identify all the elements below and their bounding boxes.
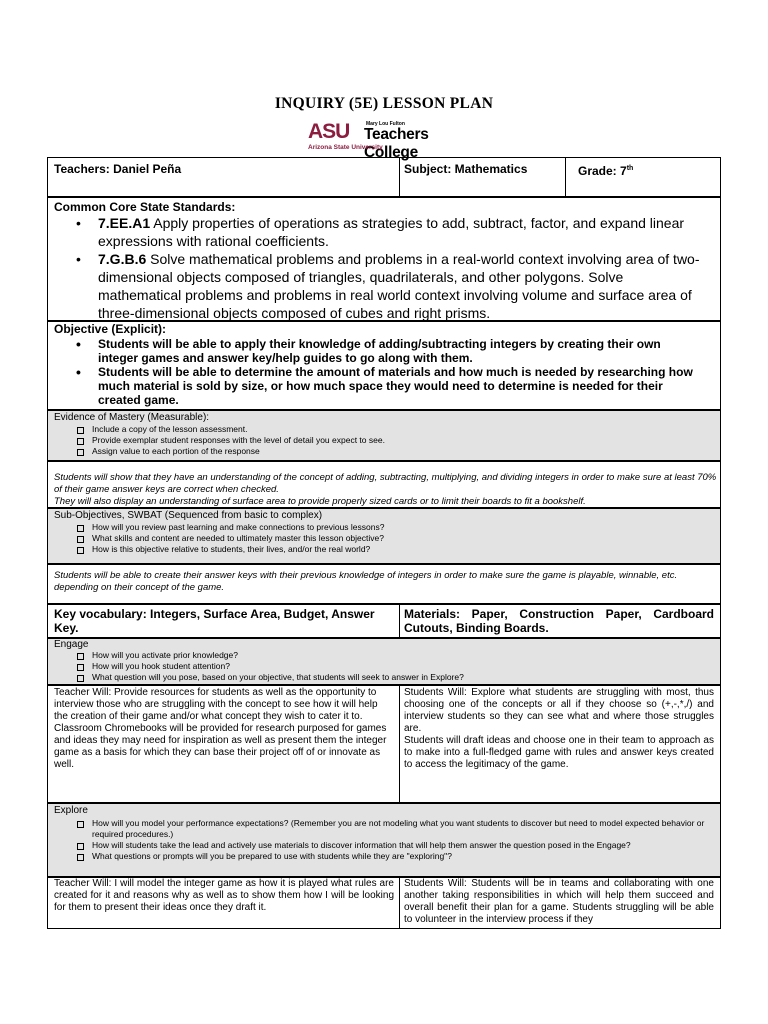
objective-heading: Objective (Explicit): [54, 322, 167, 336]
evidence-list [48, 424, 708, 457]
explore-item: How will students take the lead and actively use materials to discover information that will help them answer the question posed in the Engage? [48, 840, 708, 851]
explore-responses [47, 877, 721, 929]
engage-responses [47, 685, 721, 803]
evidence-response-text: Students will show that they have an understanding of the concept of adding, subtracting, multiplying, and dividing integers in order to make sure at least 70% of their game answer keys are correct when checked. They will also display an understanding of surface area to provide properly sized cards or to limit their boards to fit a bookshelf. [54, 472, 717, 507]
grade-cell: Grade: 7th [578, 164, 634, 178]
subobjective-item: How is this objective relative to students, their lives, and/or the real world? [48, 544, 708, 555]
subobjectives-response [47, 564, 721, 604]
logo-small-line: Mary Lou Fulton [366, 121, 405, 127]
explore-item: What questions or prompts will you be prepared to use with students while they are "exploring"? [48, 851, 708, 862]
objective-item: • Students will be able to apply their knowledge of adding/subtracting integers by creating their own integer games and answer key/help guides to go along with them. [48, 337, 698, 365]
engage-item: How will you hook student attention? [48, 661, 708, 672]
objective-list [48, 337, 698, 407]
logo-college-name: Teachers College [364, 126, 429, 161]
engage-item: How will you activate prior knowledge? [48, 650, 708, 661]
engage-section [47, 638, 721, 685]
objective-section [47, 321, 721, 410]
evidence-response [47, 461, 721, 508]
subobjectives-response-text: Students will be able to create their answer keys with their previous knowledge of integers in order to make sure the game is playable, winnable, etc. depending on their concept of the game. [54, 570, 678, 593]
standard-item: • 7.EE.A1 Apply properties of operations as strategies to add, subtract, factor, and expand linear expressions with rational coefficients. [48, 214, 710, 250]
engage-list [48, 650, 708, 683]
engage-students-will: Students Will: Explore what students are struggling with most, thus choosing one of the concepts or all if they choose so (+,-,*,/) and interview students so they can see what and where those struggles are. Students will draft ideas and choose one in their team to approach as to make into a full-fledged game with rules and answer keys created to access the legitimacy of the game. [404, 687, 714, 770]
standard-item: • 7.G.B.6 Solve mathematical problems and problems in a real-world context involving area of two-dimensional objects composed of triangles, quadrilaterals, and other polygons. Solve mathematical problems and problems in real world context involving volume and surface area of three-dimensional objects composed of cubes and right prisms. [48, 250, 710, 322]
subobjectives-heading: Sub-Objectives, SWBAT (Sequenced from basic to complex) [54, 510, 323, 521]
subject-cell: Subject: Mathematics [404, 162, 528, 176]
page-title: INQUIRY (5E) LESSON PLAN [274, 95, 494, 112]
evidence-heading: Evidence of Mastery (Measurable): [54, 412, 210, 423]
engage-item: What question will you pose, based on your objective, that students will seek to answer in Explore? [48, 672, 708, 683]
evidence-item: Provide exemplar student responses with the level of detail you expect to see. [48, 435, 708, 446]
explore-students-will: Students Will: Students will be in teams and collaborating with one another taking responsibilities in which will help them succeed and overall benefit their plan for a game. Students struggling will be able to volunteer in the interview process if they [404, 878, 714, 925]
standards-list [48, 214, 710, 322]
vocab-materials-row [47, 604, 721, 638]
subobjectives-list [48, 522, 708, 555]
asu-teachers-college-logo [308, 120, 468, 161]
evidence-item: Assign value to each portion of the response [48, 446, 708, 457]
engage-heading: Engage [54, 639, 89, 650]
explore-teacher-will: Teacher Will: I will model the integer game as how it is played what rules are created for it and reasons why as well as to show them how I will be looking for them to present their ideas once they draft it. [54, 878, 394, 913]
key-vocabulary: Key vocabulary: Integers, Surface Area, Budget, Answer Key. [54, 607, 375, 635]
evidence-item: Include a copy of the lesson assessment. [48, 424, 708, 435]
subobjectives-section [47, 508, 721, 564]
info-row [47, 157, 721, 197]
subobjective-item: What skills and content are needed to ultimately master this lesson objective? [48, 533, 708, 544]
teachers-cell: Teachers: Daniel Peña [54, 162, 182, 176]
explore-section [47, 803, 721, 877]
explore-heading: Explore [54, 805, 88, 816]
asu-wordmark: ASU [308, 120, 350, 143]
objective-item: • Students will be able to determine the amount of materials and how much is needed by researching how much material is sold by size, or how much space they would need to determine is needed for their created game. [48, 365, 698, 407]
logo-university-name: Arizona State University [308, 144, 383, 151]
standards-section [47, 197, 721, 321]
evidence-section [47, 410, 721, 461]
standards-heading: Common Core State Standards: [54, 200, 236, 214]
explore-list [48, 818, 708, 862]
explore-item: How will you model your performance expectations? (Remember you are not modeling what you want students to discover but need to model expected behavior or required procedures.) [48, 818, 708, 840]
materials: Materials: Paper, Construction Paper, Cardboard Cutouts, Binding Boards. [404, 607, 714, 635]
engage-teacher-will: Teacher Will: Provide resources for students as well as the opportunity to interview those who are struggling with the concept to see how it will help the creation of their game and/or what concept they wish to cater it to. Classroom Chromebooks will be provided for research purposed for games and ideas they may need for inspiration as well as present them the integer game as a basis for which they can base their project off of or innovate as well. [54, 687, 387, 770]
subobjective-item: How will you review past learning and make connections to previous lessons? [48, 522, 708, 533]
